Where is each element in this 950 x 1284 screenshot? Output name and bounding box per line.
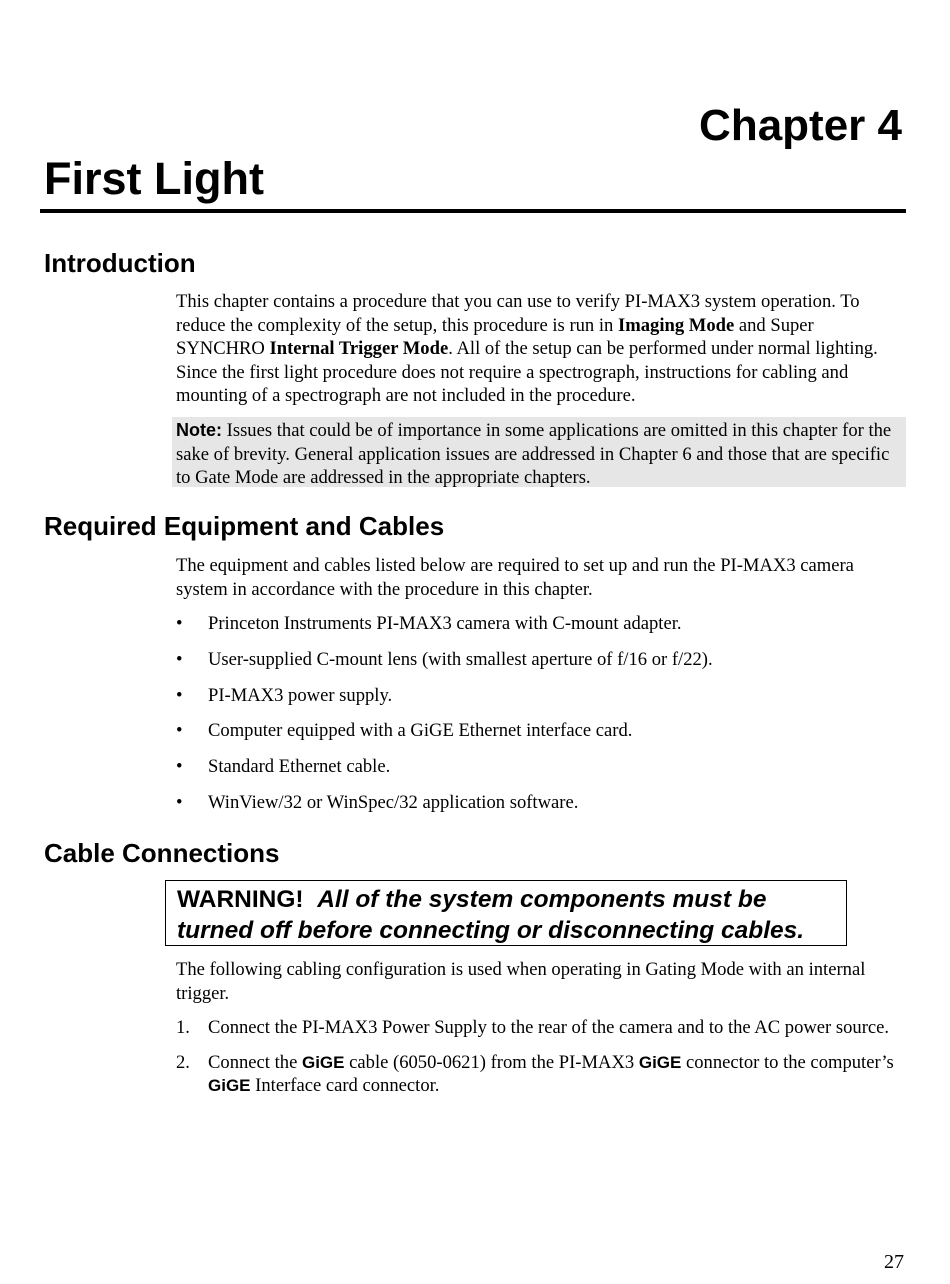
cable-connections-intro: The following cabling configuration is used when operating in Gating Mode with an internal trigger. [176,959,866,1004]
bullet-icon: • [176,791,183,813]
bullet-icon: • [176,756,183,778]
equipment-list [176,612,896,827]
chapter-label: Chapter 4 [699,101,902,150]
step-text: Connect the PI-MAX3 Power Supply to the rear of the camera and to the AC power source. [208,1017,890,1038]
introduction-paragraph [176,290,906,408]
intro-text-2: and Super SYNCHRO [176,314,814,359]
gige-term: GiGE [208,1076,251,1095]
introduction-heading: Introduction [44,248,196,278]
list-item [176,755,896,779]
required-equipment-heading: Required Equipment and Cables [44,511,445,541]
step-item [176,1051,896,1098]
step-text-part: cable (6050-0621) from the PI-MAX3 [344,1051,639,1073]
list-item-text: Computer equipped with a GiGE Ethernet interface card. [208,720,633,742]
step-text [208,1052,894,1097]
list-item [176,719,896,743]
step-text-part: Connect the [208,1051,302,1073]
intro-text-3: . All of the setup can be performed under normal lighting. Since the first light procedure does not require a spectrograph, instructions for cabling and mounting of a spectrograph are not included in the procedure. [176,338,878,406]
bullet-icon: • [176,613,183,634]
step-item [176,1016,896,1040]
imaging-mode-term: Imaging Mode [618,314,735,336]
list-item [176,648,896,672]
bullet-icon: • [176,720,183,742]
chapter-title: First Light [44,153,264,204]
title-rule [40,209,906,213]
gige-term: GiGE [301,1052,345,1072]
list-item-text: Princeton Instruments PI-MAX3 camera with C-mount adapter. [208,613,682,634]
cable-connections-heading: Cable Connections [44,838,280,868]
step-number: 2. [176,1051,190,1073]
cabling-steps [176,1016,896,1109]
list-item-text: Standard Ethernet cable. [208,756,391,778]
list-item [176,791,896,815]
bullet-icon: • [176,648,183,670]
list-item [176,684,896,708]
required-equipment-intro: The equipment and cables listed below are required to set up and run the PI-MAX3 camera system in accordance with the procedure in this chapter. [176,555,854,600]
list-item-text: WinView/32 or WinSpec/32 application software. [208,791,579,813]
page-number: 27 [884,1251,904,1273]
list-item [176,612,896,636]
list-item-text: PI-MAX3 power supply. [208,684,393,706]
step-text-part: Interface card connector. [250,1075,440,1096]
step-text-part: connector to the computer’s [681,1051,894,1073]
intro-text-1: This chapter contains a procedure that you can use to verify PI-MAX3 system operation. To reduce the complexity of the setup, this procedure is run in [176,291,860,336]
warning-box [165,880,847,946]
note-text: Issues that could be of importance in some applications are omitted in this chapter for the sake of brevity. General application issues are addressed in Chapter 6 and those that are specific to Gate Mode are addressed in the appropriate chapters. [176,420,892,488]
note-box [172,417,906,487]
warning-label: WARNING! [177,886,304,913]
note-label: Note: [176,420,222,440]
bullet-icon: • [176,684,183,706]
step-number: 1. [176,1017,190,1038]
list-item-text: User-supplied C-mount lens (with smallest aperture of f/16 or f/22). [208,648,713,670]
gige-term: GiGE [638,1052,682,1072]
warning-text: All of the system components must be turned off before connecting or disconnecting cables. [177,886,805,944]
internal-trigger-mode-term: Internal Trigger Mode [269,338,449,359]
